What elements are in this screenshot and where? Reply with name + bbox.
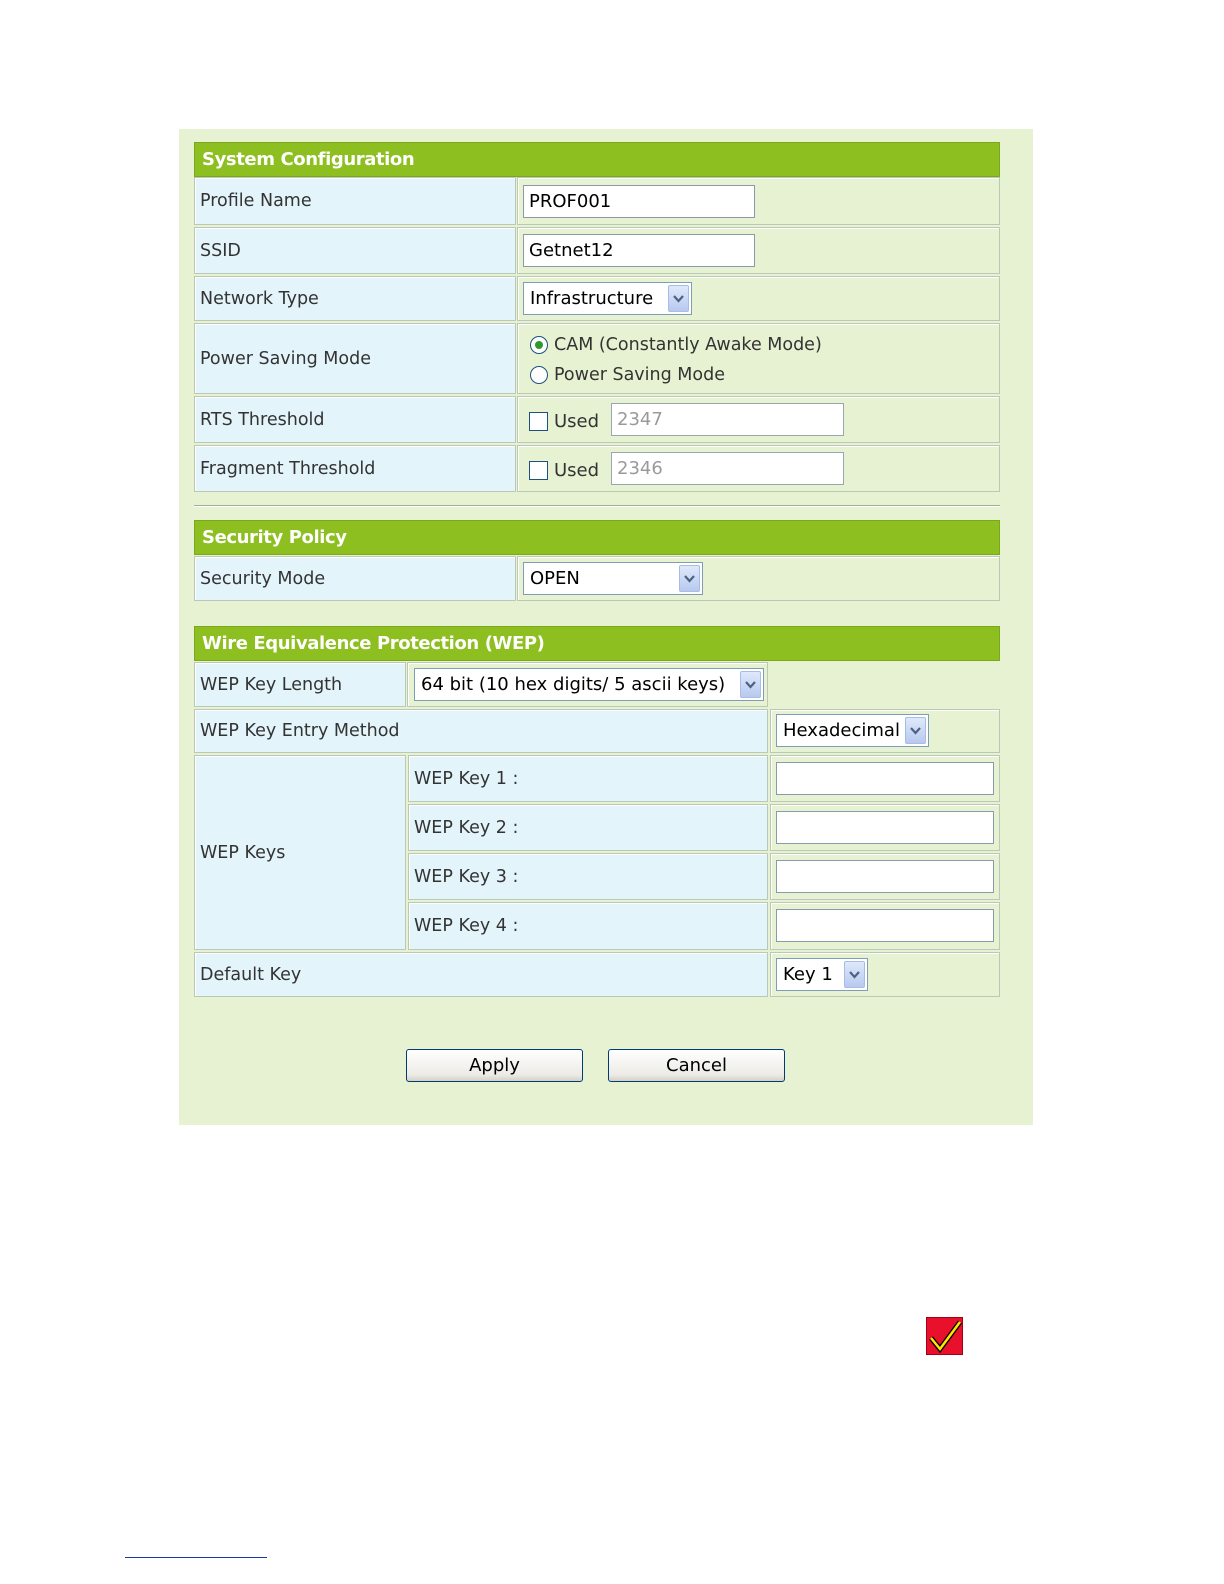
security-mode-select[interactable] xyxy=(523,562,703,595)
power-saving-label: Power Saving Mode xyxy=(194,323,516,394)
rts-used-checkbox[interactable] xyxy=(529,411,599,432)
security-mode-label: Security Mode xyxy=(194,556,516,601)
wep-key-2-label: WEP Key 2 : xyxy=(408,804,768,851)
checkbox-icon[interactable] xyxy=(529,412,548,431)
power-saving-option-label: Power Saving Mode xyxy=(554,365,725,385)
radio-selected-icon[interactable] xyxy=(530,336,548,354)
network-type-select[interactable] xyxy=(523,282,692,315)
power-saving-option-psm[interactable] xyxy=(530,365,725,385)
wep-key-3-label: WEP Key 3 : xyxy=(408,853,768,900)
chevron-down-icon[interactable] xyxy=(844,961,865,988)
profile-name-input[interactable]: PROF001 xyxy=(523,185,755,218)
apply-button[interactable]: Apply xyxy=(406,1049,583,1082)
network-type-label: Network Type xyxy=(194,276,516,321)
wep-key-1-input[interactable] xyxy=(776,762,994,795)
wep-key-length-value: 64 bit (10 hex digits/ 5 ascii keys) xyxy=(421,674,726,695)
wep-key-length-label: WEP Key Length xyxy=(194,662,406,707)
chevron-down-icon[interactable] xyxy=(905,717,926,744)
wep-entry-method-select[interactable] xyxy=(776,714,929,747)
ssid-label: SSID xyxy=(194,227,516,274)
section-header-security-policy: Security Policy xyxy=(194,520,1000,555)
wep-key-2-input[interactable] xyxy=(776,811,994,844)
rts-threshold-input[interactable]: 2347 xyxy=(611,403,844,436)
default-key-label: Default Key xyxy=(194,952,768,997)
checkmark-icon xyxy=(926,1317,963,1355)
wep-key-4-label: WEP Key 4 : xyxy=(408,902,768,950)
fragment-used-checkbox[interactable] xyxy=(529,460,599,481)
footnote-separator xyxy=(125,1557,267,1558)
wep-keys-label: WEP Keys xyxy=(194,755,406,950)
cancel-button[interactable]: Cancel xyxy=(608,1049,785,1082)
default-key-select[interactable] xyxy=(776,958,868,991)
profile-name-label: Profile Name xyxy=(194,177,516,225)
section-divider xyxy=(194,505,1000,507)
fragment-threshold-label: Fragment Threshold xyxy=(194,445,516,492)
wep-entry-method-value: Hexadecimal xyxy=(783,720,900,741)
fragment-used-label: Used xyxy=(554,460,600,481)
wep-key-4-input[interactable] xyxy=(776,909,994,942)
radio-unselected-icon[interactable] xyxy=(530,366,548,384)
wep-key-length-select[interactable] xyxy=(414,668,764,701)
network-type-value: Infrastructure xyxy=(530,288,654,309)
chevron-down-icon[interactable] xyxy=(679,565,700,592)
default-key-value: Key 1 xyxy=(783,964,833,985)
power-saving-option-label: CAM (Constantly Awake Mode) xyxy=(554,335,822,355)
section-header-system-configuration: System Configuration xyxy=(194,142,1000,177)
rts-used-label: Used xyxy=(554,411,600,432)
ssid-input[interactable]: Getnet12 xyxy=(523,234,755,267)
chevron-down-icon[interactable] xyxy=(668,285,689,312)
section-header-wep: Wire Equivalence Protection (WEP) xyxy=(194,626,1000,661)
chevron-down-icon[interactable] xyxy=(740,671,761,698)
wep-entry-method-label: WEP Key Entry Method xyxy=(194,709,768,753)
rts-threshold-label: RTS Threshold xyxy=(194,396,516,443)
wep-key-3-input[interactable] xyxy=(776,860,994,893)
fragment-threshold-input[interactable]: 2346 xyxy=(611,452,844,485)
security-mode-value: OPEN xyxy=(530,568,580,589)
wep-key-1-label: WEP Key 1 : xyxy=(408,755,768,802)
checkbox-icon[interactable] xyxy=(529,461,548,480)
power-saving-option-cam[interactable] xyxy=(530,335,822,355)
